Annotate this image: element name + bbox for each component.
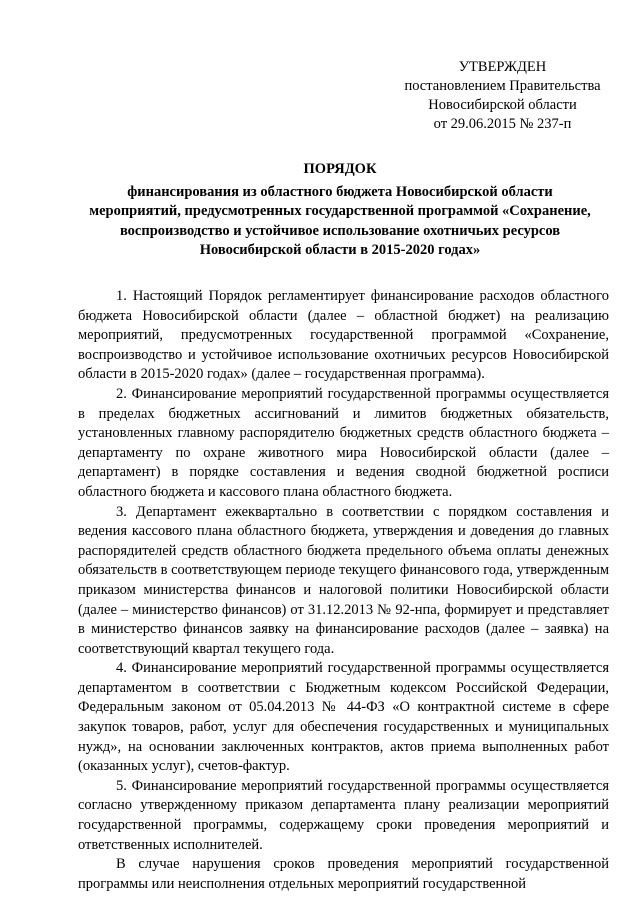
approval-region: Новосибирской области bbox=[428, 97, 577, 113]
paragraph-3: 3. Департамент ежеквартально в соответствии с порядком составления и ведения кассового плана областного бюджета, утверждения и доведения до главных распорядителей средств областного бюджета предельного объема оплаты денежных обязательств в соответствующем периоде текущего финансового года, утвержденным приказом министерства финансов и налоговой политики Новосибирской области (далее – министерство финансов) от 31.12.2013 № 92-нпа, формирует и представляет в министерство финансов заявку на финансирование расходов (далее – заявка) на соответствующий квартал текущего года. bbox=[78, 503, 609, 657]
approval-stamp bbox=[395, 58, 610, 134]
document-body bbox=[78, 287, 609, 894]
document-title bbox=[60, 160, 620, 261]
paragraph-2: 2. Финансирование мероприятий государственной программы осуществляется в пределах бюджетных ассигнований и лимитов бюджетных обязательств, установленных главному распорядителю бюджетных средств областного бюджета – департаменту по охране животного мира Новосибирской области (далее – департамент) в порядке составления и ведения сводной бюджетной росписи областного бюджета и кассового плана областного бюджета. bbox=[78, 385, 609, 500]
paragraph-4: 4. Финансирование мероприятий государственной программы осуществляется департаментом в соответствии с Бюджетным кодексом Российской Федерации, Федеральным законом от 05.04.2013 № 44-ФЗ «О контрактной системе в сфере закупок товаров, работ, услуг для обеспечения государственных и муниципальных нужд», на основании заключенных контрактов, актов приема выполненных работ (оказанных услуг), счетов-фактур. bbox=[78, 660, 609, 775]
paragraph-5: 5. Финансирование мероприятий государственной программы осуществляется согласно утвержденному приказом департамента плану реализации мероприятий государственной программы, содержащему сроки проведения мероприятий и ответственных исполнителей. bbox=[78, 777, 609, 853]
title-line: финансирования из областного бюджета Новосибирской области bbox=[127, 183, 553, 200]
paragraph-6: В случае нарушения сроков проведения мероприятий государственной программы или неисполнения отдельных мероприятий государственной bbox=[78, 856, 609, 892]
paragraph-1: 1. Настоящий Порядок регламентирует финансирование расходов областного бюджета Новосибирской области (далее – областной бюджет) на реализацию мероприятий, предусмотренных государственной программой «Сохранение, воспроизводство и устойчивое использование охотничьих ресурсов Новосибирской области в 2015-2020 годах» (далее – государственная программа). bbox=[78, 288, 609, 383]
approval-resolution: постановлением Правительства bbox=[404, 78, 601, 94]
title-line: Новосибирской области в 2015-2020 годах» bbox=[199, 242, 481, 258]
title-heading: ПОРЯДОК bbox=[303, 161, 377, 177]
title-line: мероприятий, предусмотренных государственной программой «Сохранение, bbox=[89, 203, 591, 219]
title-line: воспроизводство и устойчивое использование охотничьих ресурсов bbox=[119, 222, 561, 239]
approval-date-number: от 29.06.2015 № 237-п bbox=[433, 116, 572, 132]
approval-heading: УТВЕРЖДЕН bbox=[458, 59, 547, 75]
